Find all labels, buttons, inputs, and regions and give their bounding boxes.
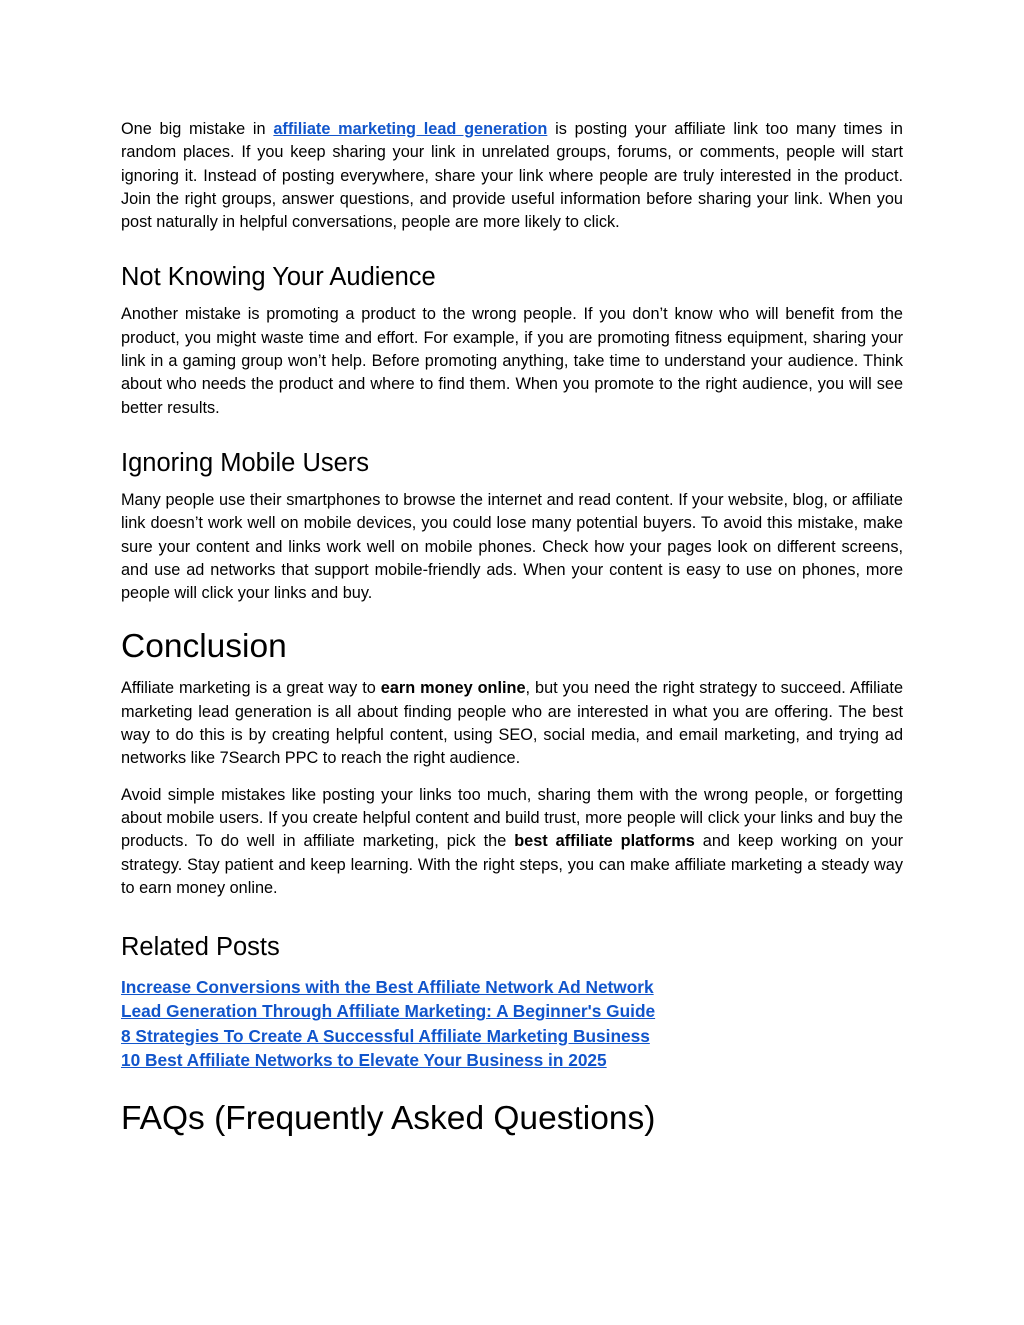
conclusion-p2-rest: and keep working on your strategy. Stay patient and keep learning. With the right steps, you can make affiliate marketing a steady way to earn money online. xyxy=(121,832,903,897)
intro-paragraph xyxy=(121,118,903,234)
related-post-link[interactable]: Lead Generation Through Affiliate Marketing: A Beginner's Guide xyxy=(121,1001,656,1022)
conclusion-p1-start: Affiliate marketing is a great way to xyxy=(121,679,381,698)
intro-text-start: One big mistake in xyxy=(121,120,274,138)
related-post-link[interactable]: 10 Best Affiliate Networks to Elevate Your Business in 2025 xyxy=(121,1050,607,1071)
conclusion-paragraph-2 xyxy=(121,784,903,900)
affiliate-lead-generation-link[interactable]: affiliate marketing lead generation xyxy=(273,120,548,138)
audience-paragraph: Another mistake is promoting a product to the wrong people. If you don’t know who will benefit from the product, you might waste time and effort. For example, if you are promoting fitness equipment, sharing your link in a gaming group won’t help. Before promoting anything, take time to understand your audience. Think about who needs the product and where to find them. When you promote to the right audience, you will see better results. xyxy=(121,305,903,417)
conclusion-heading: Conclusion xyxy=(121,628,287,666)
mobile-heading: Ignoring Mobile Users xyxy=(121,448,370,477)
earn-money-online-bold: earn money online xyxy=(380,679,526,698)
related-post-link[interactable]: 8 Strategies To Create A Successful Affiliate Marketing Business xyxy=(121,1025,650,1046)
conclusion-paragraph-1 xyxy=(121,677,903,770)
mobile-paragraph: Many people use their smartphones to browse the internet and read content. If your website, blog, or affiliate link doesn’t work well on mobile devices, you could lose many potential buyers. To avoid this mistake, make sure your content and links work well on mobile phones. Check how your pages look on different screens, and use ad networks that support mobile-friendly ads. When your content is easy to use on phones, more people will click your links and buy. xyxy=(121,490,903,603)
audience-heading: Not Knowing Your Audience xyxy=(121,263,436,292)
document-page xyxy=(121,118,903,1139)
related-posts-list xyxy=(121,975,903,1072)
list-item xyxy=(121,975,903,999)
list-item xyxy=(121,1024,903,1048)
list-item xyxy=(121,999,903,1023)
related-posts-heading: Related Posts xyxy=(121,933,280,962)
conclusion-p1-rest: , but you need the right strategy to succeed. Affiliate marketing lead generation is all about finding people who are interested in what you are offering. The best way to do this is by creating helpful content, using SEO, social media, and email marketing, and trying ad networks like 7Search PPC to reach the right audience. xyxy=(121,679,903,768)
faq-heading: FAQs (Frequently Asked Questions) xyxy=(121,1100,656,1138)
best-affiliate-platforms-bold: best affiliate platforms xyxy=(514,832,695,851)
intro-text-rest: is posting your affiliate link too many times in random places. If you keep sharing your link in unrelated groups, forums, or comments, people will start ignoring it. Instead of posting everywhere, share your link where people are truly interested in the product. Join the right groups, answer questions, and provide useful information before sharing your link. When you post naturally in helpful conversations, people are more likely to click. xyxy=(121,120,903,232)
related-post-link[interactable]: Increase Conversions with the Best Affiliate Network Ad Network xyxy=(121,977,654,998)
list-item xyxy=(121,1048,903,1072)
conclusion-p2-start: Avoid simple mistakes like posting your links too much, sharing them with the wrong people, or forgetting about mobile users. If you create helpful content and build trust, more people will click your links and buy the products. To do well in affiliate marketing, pick the xyxy=(121,785,903,851)
